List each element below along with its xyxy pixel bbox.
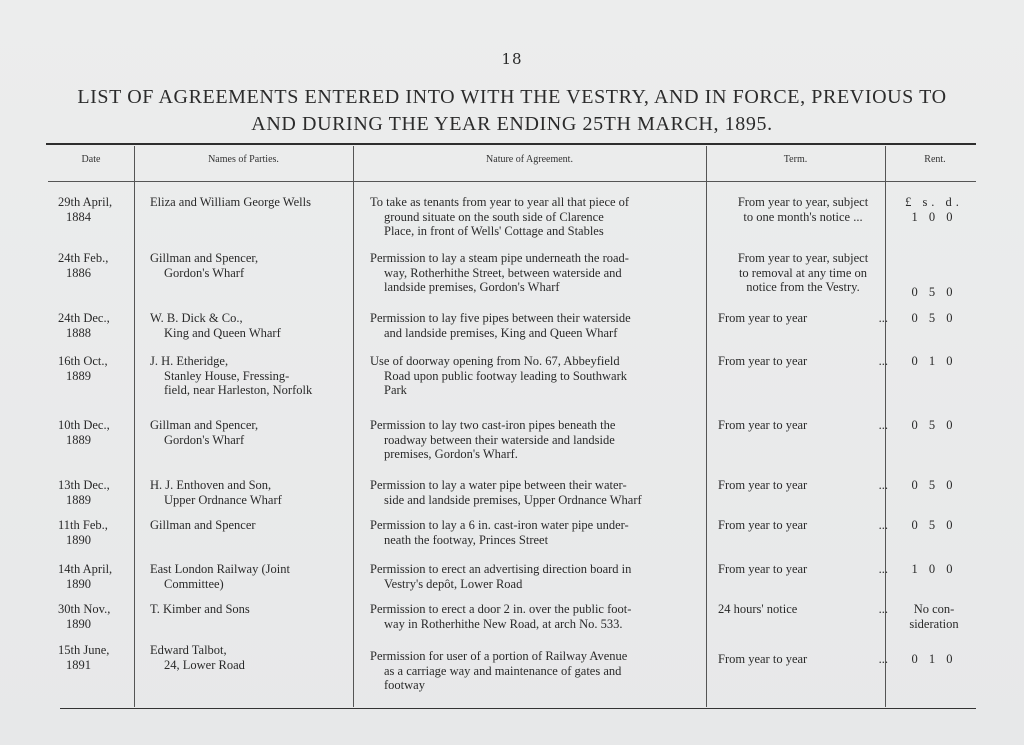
date-cell (58, 643, 130, 672)
nature-cell (370, 562, 696, 591)
header-rule (48, 181, 976, 182)
term-line: From year to year, subject (737, 251, 869, 265)
term-line: to removal at any time on (738, 265, 868, 280)
title-line-2: AND DURING THE YEAR ENDING 25TH MARCH, 1895. (251, 113, 773, 135)
nature-line: roadway between their waterside and landside (384, 432, 615, 447)
term-leader-dots: ... (878, 602, 888, 616)
party-line: King and Queen Wharf (164, 325, 281, 340)
year-line: 1884 (66, 209, 91, 224)
nature-line: Permission to erect an advertising direction board in (370, 562, 632, 576)
date-cell (58, 354, 130, 383)
party-line: Gordon's Wharf (164, 265, 245, 280)
rent-value: 1 0 0 (911, 562, 957, 576)
year-line: 1890 (66, 576, 91, 591)
nature-line: Road upon public footway leading to Southwark (384, 368, 628, 383)
party-line: Upper Ordnance Wharf (164, 492, 282, 507)
nature-line: side and landside premises, Upper Ordnance Wharf (384, 492, 642, 507)
term-cell (718, 518, 888, 533)
nature-line: Permission to lay a steam pipe underneath the road- (370, 251, 629, 265)
parties-cell (150, 251, 350, 280)
page-number: 18 (501, 50, 523, 68)
date-cell (58, 562, 130, 591)
column-header-date: Date (81, 154, 101, 165)
date-line: 13th Dec., (58, 478, 110, 492)
nature-line: way in Rotherhithe New Road, at arch No. 533. (384, 616, 623, 631)
rent-cell (896, 562, 972, 577)
party-line: 24, Lower Road (164, 657, 245, 672)
party-line: Edward Talbot, (150, 643, 227, 657)
date-line: 24th Feb., (58, 251, 109, 265)
term-line: 24 hours' notice (718, 602, 798, 616)
nature-cell (370, 195, 696, 239)
parties-cell (150, 354, 350, 398)
nature-line: ground situate on the south side of Clarence (384, 209, 604, 224)
date-line: 11th Feb., (58, 518, 108, 532)
rent-value: 0 5 0 (911, 418, 957, 432)
term-leader-dots: ... (878, 652, 888, 666)
party-line: H. J. Enthoven and Son, (150, 478, 272, 492)
nature-cell (370, 478, 696, 507)
nature-cell (370, 311, 696, 340)
term-cell (718, 418, 888, 433)
term-leader-dots: ... (878, 478, 888, 492)
term-cell (718, 478, 888, 493)
rent-cell (896, 311, 972, 326)
term-line: From year to year (718, 418, 808, 432)
nature-line: as a carriage way and maintenance of gates and (384, 663, 622, 678)
nature-cell (370, 518, 696, 547)
title-line-1: LIST OF AGREEMENTS ENTERED INTO WITH THE VESTRY, AND IN FORCE, PREVIOUS TO (77, 86, 947, 108)
year-line: 1891 (66, 657, 91, 672)
term-leader-dots: ... (878, 418, 888, 432)
year-line: 1890 (66, 532, 91, 547)
column-header-nature: Nature of Agreement. (486, 154, 573, 165)
column-divider (353, 146, 354, 707)
date-line: 16th Oct., (58, 354, 108, 368)
column-divider (134, 146, 135, 707)
nature-line: Park (384, 383, 407, 397)
date-cell (58, 251, 130, 280)
column-header-rent: Rent. (924, 154, 946, 165)
party-line: Gillman and Spencer, (150, 418, 259, 432)
date-cell (58, 195, 130, 224)
party-line: field, near Harleston, Norfolk (164, 383, 313, 397)
nature-cell (370, 354, 696, 398)
term-line: From year to year, subject (737, 195, 869, 209)
term-line: to one month's notice ... (743, 209, 863, 224)
nature-cell (370, 251, 696, 295)
year-line: 1890 (66, 616, 91, 631)
party-line: Gillman and Spencer, (150, 251, 259, 265)
term-line: From year to year (718, 478, 808, 492)
date-line: 29th April, (58, 195, 113, 209)
rent-cell (896, 285, 972, 300)
parties-cell (150, 518, 350, 533)
term-cell (718, 195, 888, 224)
parties-cell (150, 602, 350, 617)
date-line: 15th June, (58, 643, 110, 657)
party-line: East London Railway (Joint (150, 562, 290, 576)
rent-value: 0 5 0 (911, 478, 957, 492)
date-cell (58, 478, 130, 507)
party-line: Stanley House, Fressing- (164, 368, 290, 383)
nature-cell (370, 649, 696, 693)
rent-currency-header: £ s. d. (905, 195, 963, 209)
term-cell (718, 251, 888, 295)
date-line: 10th Dec., (58, 418, 110, 432)
rent-value: 0 1 0 (911, 652, 957, 666)
term-leader-dots: ... (878, 354, 888, 368)
term-cell (718, 562, 888, 577)
rent-cell (896, 602, 972, 632)
rent-value: 0 1 0 (911, 354, 957, 368)
year-line: 1889 (66, 432, 91, 447)
column-header-term: Term. (783, 154, 808, 165)
nature-line: Permission to erect a door 2 in. over the public foot- (370, 602, 632, 616)
term-cell (718, 602, 888, 617)
date-cell (58, 311, 130, 340)
party-line: T. Kimber and Sons (150, 602, 250, 616)
year-line: 1888 (66, 325, 91, 340)
date-cell (58, 418, 130, 447)
rent-cell (896, 354, 972, 369)
date-line: 30th Nov., (58, 602, 111, 616)
nature-line: and landside premises, King and Queen Wharf (384, 325, 618, 340)
rent-value: 0 5 0 (911, 311, 957, 325)
column-divider (706, 146, 707, 707)
party-line: Gillman and Spencer (150, 518, 256, 532)
date-cell (58, 602, 130, 631)
nature-line: Permission to lay five pipes between their waterside (370, 311, 631, 325)
parties-cell (150, 311, 350, 340)
nature-line: Permission to lay a 6 in. cast-iron water pipe under- (370, 518, 629, 532)
date-line: 24th Dec., (58, 311, 110, 325)
rent-value: 0 5 0 (911, 285, 957, 299)
party-line: Gordon's Wharf (164, 432, 245, 447)
party-line: W. B. Dick & Co., (150, 311, 243, 325)
term-leader-dots: ... (878, 311, 888, 325)
rent-cell (896, 418, 972, 433)
date-line: 14th April, (58, 562, 113, 576)
table-bottom-rule (60, 708, 976, 709)
nature-line: To take as tenants from year to year all that piece of (370, 195, 630, 209)
nature-line: way, Rotherhithe Street, between waterside and (384, 265, 622, 280)
party-line: J. H. Etheridge, (150, 354, 229, 368)
rent-value: 0 5 0 (911, 518, 957, 532)
term-leader-dots: ... (878, 562, 888, 576)
year-line: 1886 (66, 265, 91, 280)
nature-cell (370, 602, 696, 631)
parties-cell (150, 478, 350, 507)
nature-line: Use of doorway opening from No. 67, Abbeyfield (370, 354, 620, 368)
nature-line: footway (384, 678, 425, 692)
column-header-parties: Names of Parties. (208, 154, 279, 165)
term-cell (718, 311, 888, 326)
nature-line: neath the footway, Princes Street (384, 532, 549, 547)
nature-line: Vestry's depôt, Lower Road (384, 576, 523, 591)
nature-line: Permission to lay a water pipe between their water- (370, 478, 627, 492)
rent-value: sideration (909, 617, 959, 631)
year-line: 1889 (66, 492, 91, 507)
nature-line: premises, Gordon's Wharf. (384, 447, 518, 461)
term-line: notice from the Vestry. (746, 280, 860, 294)
parties-cell (150, 418, 350, 447)
term-cell (718, 354, 888, 369)
term-line: From year to year (718, 652, 808, 666)
nature-line: Place, in front of Wells' Cottage and Stables (384, 224, 604, 238)
party-line: Committee) (164, 576, 224, 591)
nature-line: Permission to lay two cast-iron pipes beneath the (370, 418, 616, 432)
rent-cell (896, 518, 972, 533)
year-line: 1889 (66, 368, 91, 383)
nature-line: Permission for user of a portion of Railway Avenue (370, 649, 628, 663)
rent-cell (896, 195, 972, 224)
term-cell (718, 652, 888, 667)
parties-cell (150, 643, 350, 672)
term-line: From year to year (718, 354, 808, 368)
parties-cell (150, 195, 350, 210)
term-line: From year to year (718, 518, 808, 532)
table-top-rule (46, 143, 976, 145)
term-line: From year to year (718, 562, 808, 576)
rent-cell (896, 478, 972, 493)
term-line: From year to year (718, 311, 808, 325)
nature-line: landside premises, Gordon's Wharf (384, 280, 560, 294)
parties-cell (150, 562, 350, 591)
page-title (30, 84, 994, 138)
rent-cell (896, 652, 972, 667)
party-line: Eliza and William George Wells (150, 195, 311, 209)
term-leader-dots: ... (878, 518, 888, 532)
date-cell (58, 518, 130, 547)
nature-cell (370, 418, 696, 462)
rent-value: 1 0 0 (911, 209, 957, 224)
rent-value: No con- (913, 602, 955, 616)
